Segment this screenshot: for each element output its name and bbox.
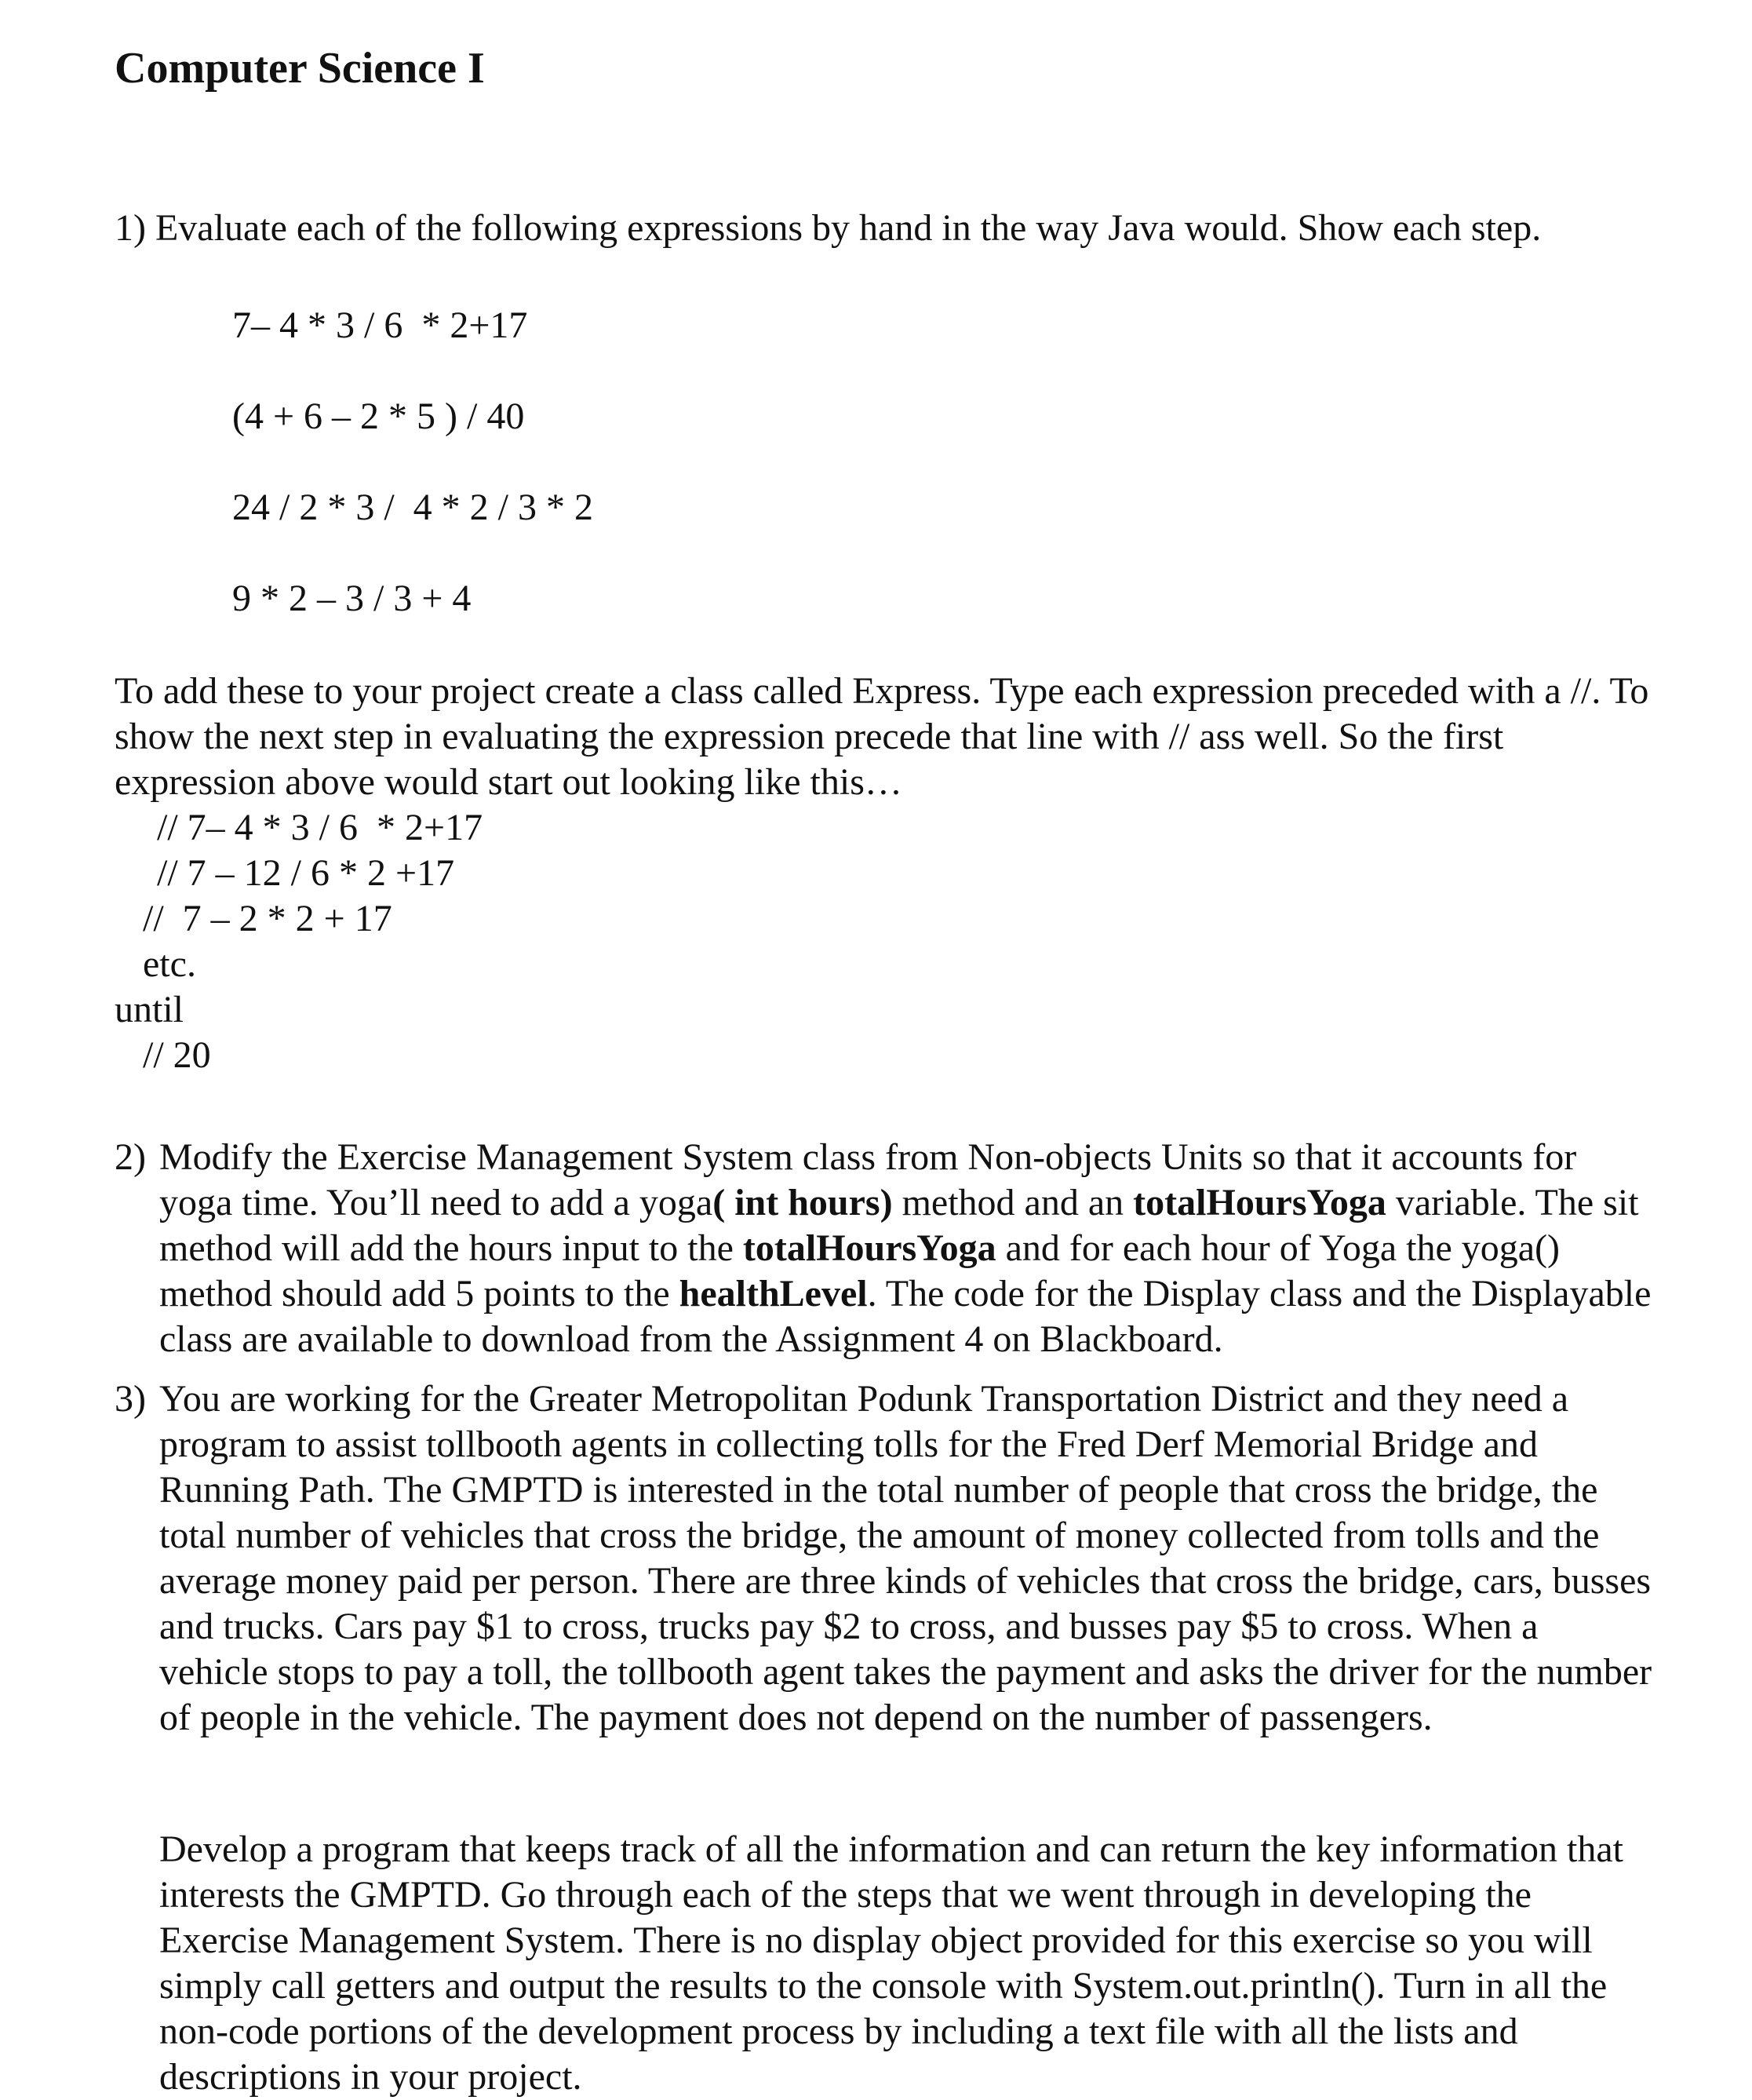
question-2-text-2: method and an <box>892 1182 1134 1223</box>
question-2-bold-1: ( int hours) <box>712 1182 893 1223</box>
question-2-text-5: . The code for the Display class and the Displayable class are available to download from the Assignment 4 on Blackboard. <box>159 1273 1652 1360</box>
page-title: Computer Science I <box>115 44 485 93</box>
example-line-2: // 7 – 12 / 6 * 2 +17 <box>157 852 455 894</box>
example-line-1: // 7– 4 * 3 / 6 * 2+17 <box>157 807 483 848</box>
expression-4: 9 * 2 – 3 / 3 + 4 <box>232 578 472 619</box>
expression-3: 24 / 2 * 3 / 4 * 2 / 3 * 2 <box>232 487 594 528</box>
question-2-text-4: and for each hour of Yoga the yoga() method should add 5 points to the <box>159 1227 1561 1314</box>
question-2-text-3: variable. The sit method will add the hours input to the <box>159 1182 1639 1269</box>
question-3-number: 3) <box>115 1378 146 1420</box>
question-2-bold-2: totalHoursYoga <box>1133 1182 1386 1223</box>
question-1-intro: 1) Evaluate each of the following expressions by hand in the way Java would. Show each step. <box>115 207 1542 249</box>
question-2-number: 2) <box>115 1136 146 1178</box>
question-2-body <box>159 1135 1654 1362</box>
example-line-until: until <box>115 989 184 1030</box>
expression-2: (4 + 6 – 2 * 5 ) / 40 <box>232 396 525 437</box>
question-2-bold-3: totalHoursYoga <box>742 1227 996 1269</box>
example-line-etc: etc. <box>143 943 196 985</box>
question-1-instructions: To add these to your project create a class called Express. Type each expression preceded with a //. To show the next step in evaluating the expression precede that line with // ass well. So the first expression above would start out looking like this… <box>115 670 1649 803</box>
question-3-paragraph-2: Develop a program that keeps track of all the information and can return the key information that interests the GMPTD. Go through each of the steps that we went through in developing the Exercise Management System. There is no display object provided for this exercise so you will simply call getters and output the results to the console with System.out.println(). Turn in all the non-code portions of the development process by including a text file with all the lists and descriptions in your project. <box>159 1828 1623 2098</box>
question-2-text-1: Modify the Exercise Management System class from Non-objects Units so that it accounts for yoga time. You’ll need to add a yoga <box>159 1136 1577 1223</box>
example-line-3: // 7 – 2 * 2 + 17 <box>143 898 392 939</box>
expression-1: 7– 4 * 3 / 6 * 2+17 <box>232 304 528 346</box>
question-3-paragraph-1: You are working for the Greater Metropolitan Podunk Transportation District and they need a program to assist tollbooth agents in collecting tolls for the Fred Derf Memorial Bridge and Running Path. The GMPTD is interested in the total number of people that cross the bridge, the total number of vehicles that cross the bridge, the amount of money collected from tolls and the average money paid per person. There are three kinds of vehicles that cross the bridge, cars, busses and trucks. Cars pay $1 to cross, trucks pay $2 to cross, and busses pay $5 to cross. When a vehicle stops to pay a toll, the tollbooth agent takes the payment and asks the driver for the number of people in the vehicle. The payment does not depend on the number of passengers. <box>159 1378 1652 1738</box>
question-2-bold-4: healthLevel <box>679 1273 868 1314</box>
example-line-result: // 20 <box>143 1034 211 1076</box>
